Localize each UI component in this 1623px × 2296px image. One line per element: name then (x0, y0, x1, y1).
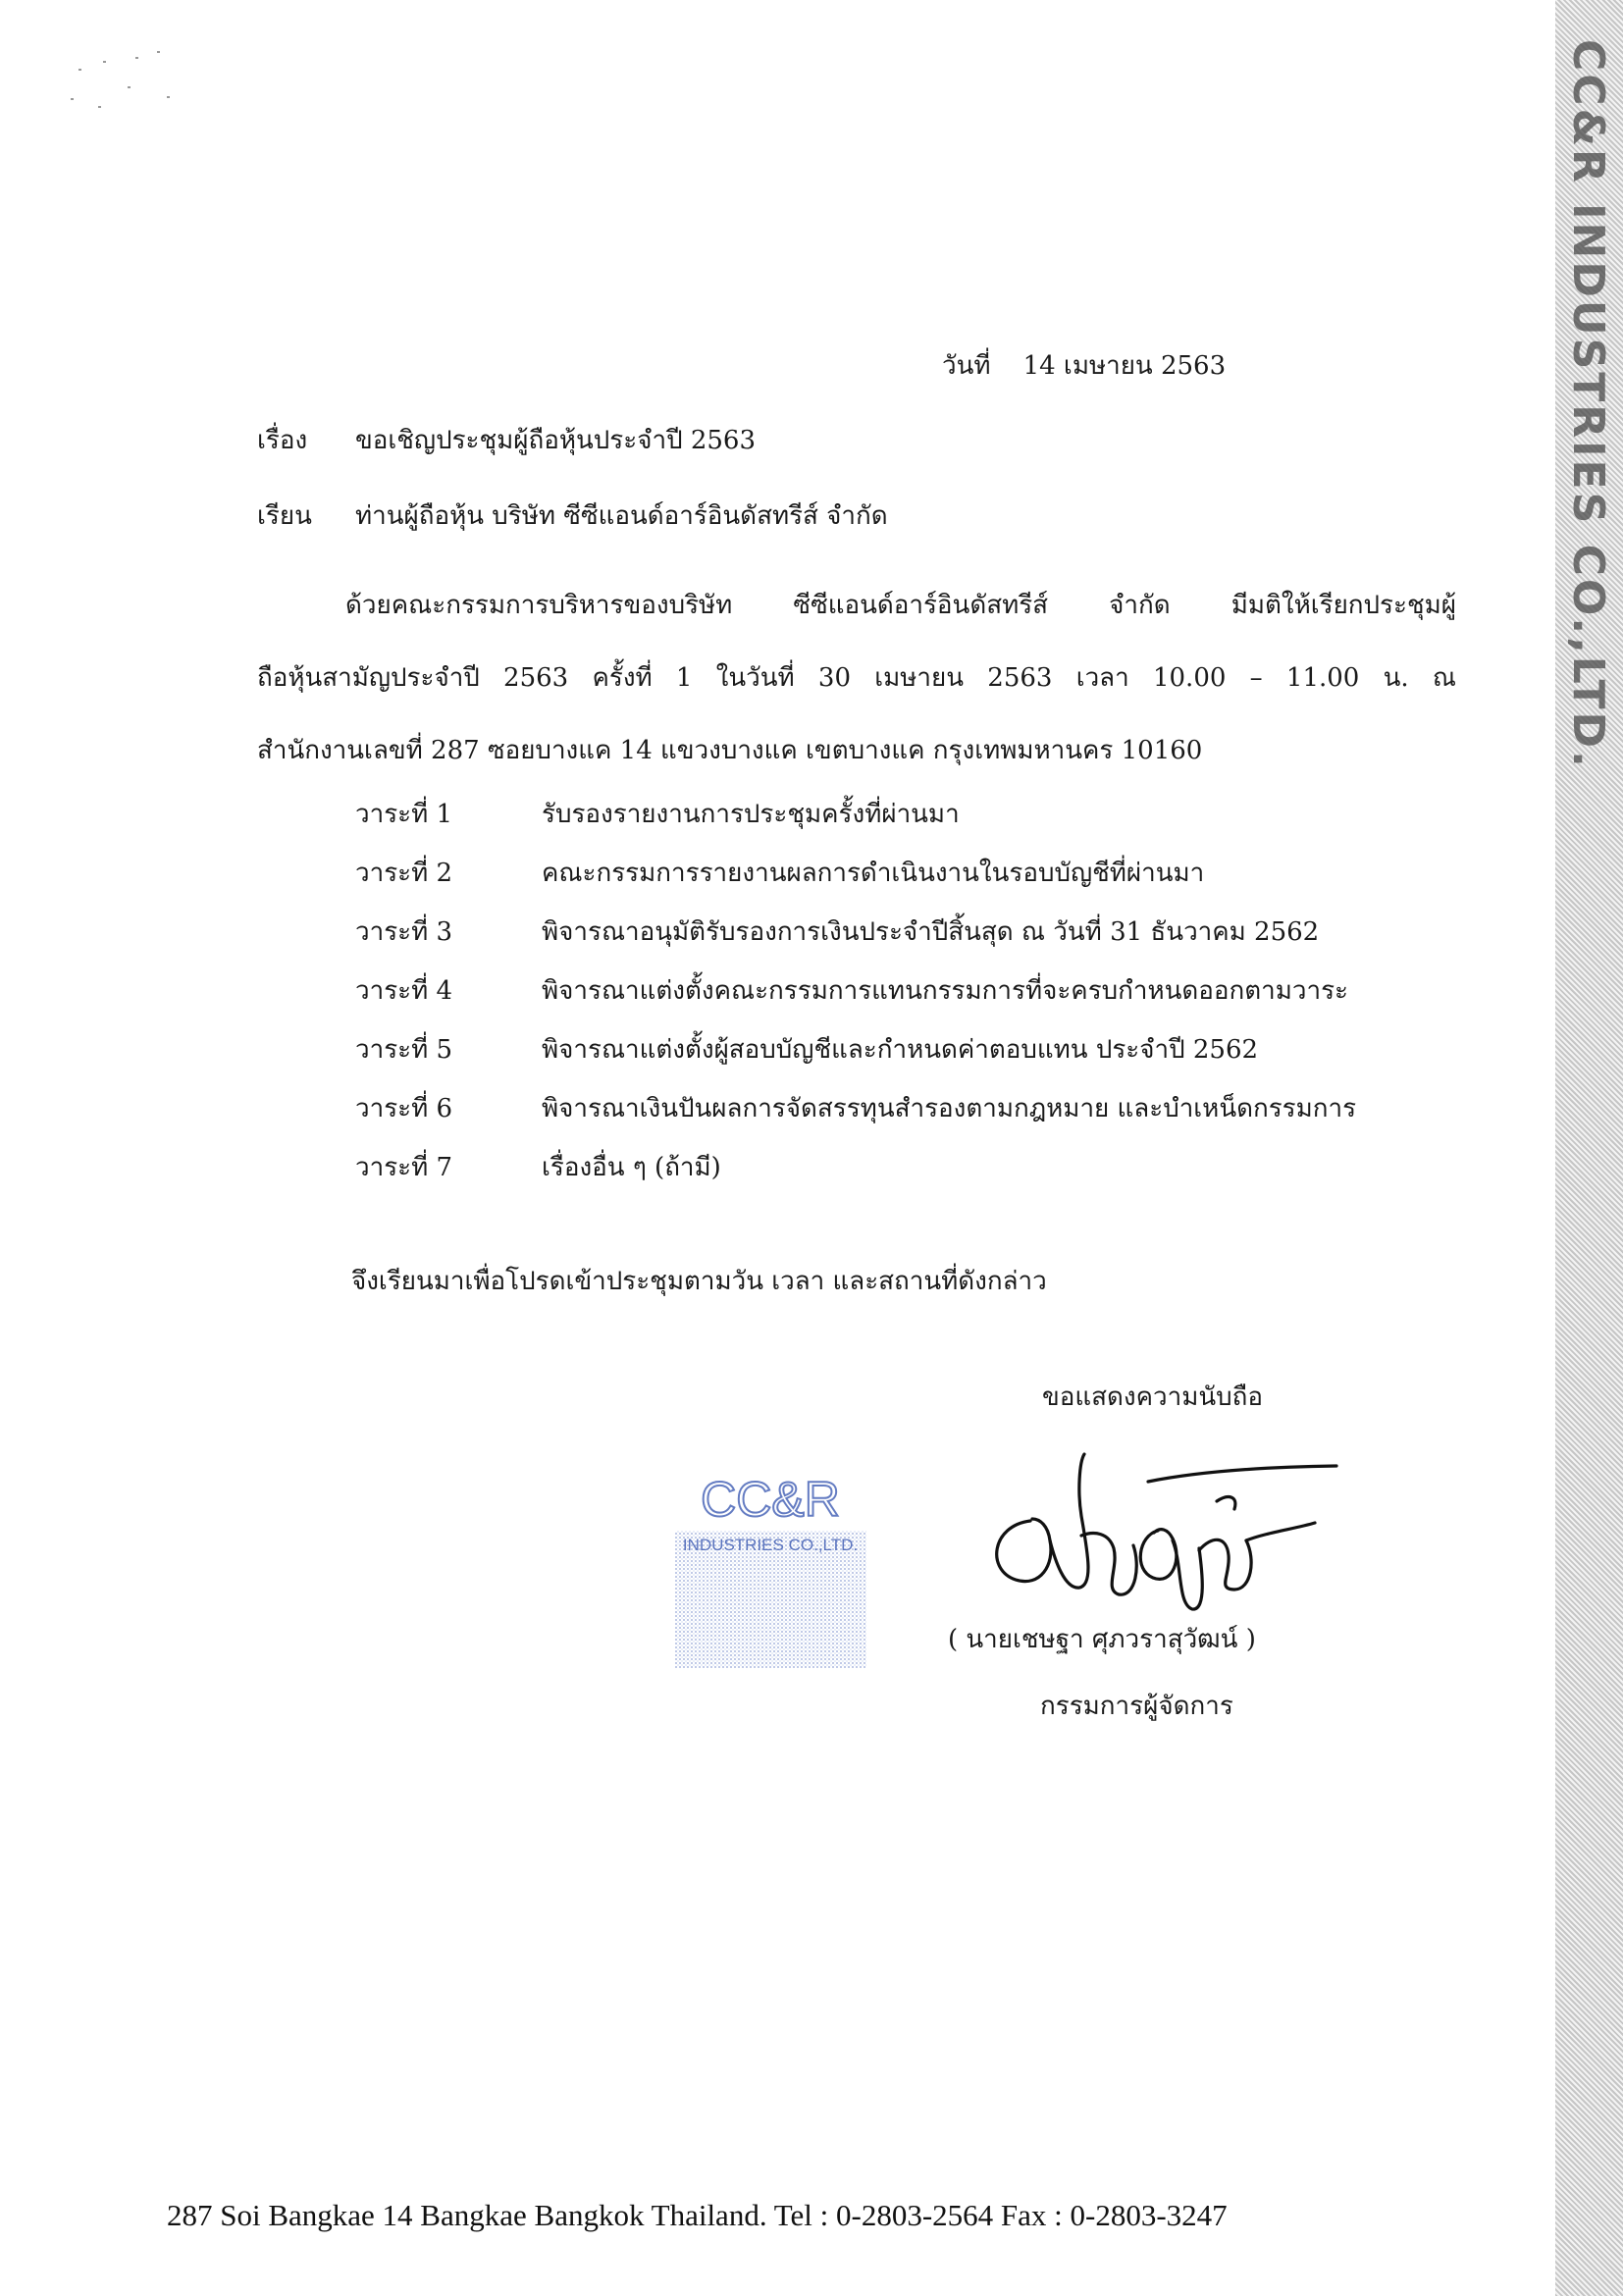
agenda-text: พิจารณาแต่งตั้งผู้สอบบัญชีและกำหนดค่าตอบแทน ประจำปี 2562 (542, 1035, 1259, 1065)
body-paragraph (257, 569, 1456, 787)
regards-line: ขอแสดงความนับถือ (1042, 1383, 1263, 1412)
letter-date (942, 345, 1226, 386)
scan-specks (59, 39, 206, 137)
agenda-text: พิจารณาเงินปันผลการจัดสรรทุนสำรองตามกฎหมาย และบำเหน็ดกรรมการ (542, 1094, 1357, 1123)
handwritten-signature (971, 1442, 1344, 1619)
stamp-logo-text: CC&R (701, 1472, 840, 1527)
agenda-number: วาระที่ 3 (355, 917, 453, 947)
agenda-number: วาระที่ 5 (355, 1035, 453, 1065)
agenda-item (355, 1020, 1484, 1079)
stamp-company-text: INDUSTRIES CO.,LTD. (682, 1536, 859, 1554)
agenda-number: วาระที่ 4 (355, 976, 453, 1006)
agenda-text: รับรองรายงานการประชุมครั้งที่ผ่านมา (542, 800, 960, 829)
date-label: วันที่ (942, 351, 991, 381)
agenda-item (355, 962, 1484, 1020)
subject-label: เรื่อง (257, 426, 308, 455)
closing-sentence: จึงเรียนมาเพื่อโปรดเข้าประชุมตามวัน เวลา และสถานที่ดังกล่าว (351, 1267, 1047, 1296)
body-line: ถือหุ้นสามัญประจำปี 2563 ครั้งที่ 1 ในวันที่ 30 เมษายน 2563 เวลา 10.00 – 11.00 น. ณ (257, 663, 1456, 693)
agenda-item (355, 844, 1484, 903)
agenda-item (355, 1079, 1484, 1138)
agenda-text: คณะกรรมการรายงานผลการดำเนินงานในรอบบัญชีที่ผ่านมา (542, 859, 1205, 888)
agenda-text: พิจารณาอนุมัติรับรองการเงินประจำปีสิ้นสุด ณ วันที่ 31 ธันวาคม 2562 (542, 917, 1320, 947)
company-stamp (667, 1462, 873, 1673)
agenda-item (355, 785, 1484, 844)
recipient-label: เรียน (257, 501, 312, 531)
body-line: ด้วยคณะกรรมการบริหารของบริษัท ซีซีแอนด์อาร์อินดัสทรีส์ จำกัด มีมติให้เรียกประชุมผู้ (345, 591, 1456, 620)
signer-title: กรรมการผู้จัดการ (1040, 1692, 1233, 1721)
agenda-number: วาระที่ 6 (355, 1094, 453, 1123)
agenda-item (355, 1138, 1484, 1197)
agenda-text: เรื่องอื่น ๆ (ถ้ามี) (542, 1153, 721, 1182)
agenda-list (355, 785, 1484, 1197)
body-line: สำนักงานเลขที่ 287 ซอยบางแค 14 แขวงบางแค เขตบางแค กรุงเทพมหานคร 10160 (257, 736, 1203, 765)
agenda-number: วาระที่ 2 (355, 859, 453, 888)
recipient-text: ท่านผู้ถือหุ้น บริษัท ซีซีแอนด์อาร์อินดัสทรีส์ จำกัด (355, 501, 888, 531)
scan-edge-text: CC&R INDUSTRIES CO.,LTD. (1563, 39, 1613, 770)
agenda-number: วาระที่ 7 (355, 1153, 453, 1182)
agenda-number: วาระที่ 1 (355, 800, 453, 829)
footer-address: 287 Soi Bangkae 14 Bangkae Bangkok Thailand. Tel : 0-2803-2564 Fax : 0-2803-3247 (167, 2198, 1228, 2232)
signer-name: ( นายเชษฐา ศุภวราสุวัฒน์ ) (948, 1625, 1256, 1654)
agenda-item (355, 903, 1484, 962)
subject-text: ขอเชิญประชุมผู้ถือหุ้นประจำปี 2563 (355, 426, 757, 455)
date-value: 14 เมษายน 2563 (1022, 351, 1227, 381)
agenda-text: พิจารณาแต่งตั้งคณะกรรมการแทนกรรมการที่จะครบกำหนดออกตามวาระ (542, 976, 1349, 1006)
